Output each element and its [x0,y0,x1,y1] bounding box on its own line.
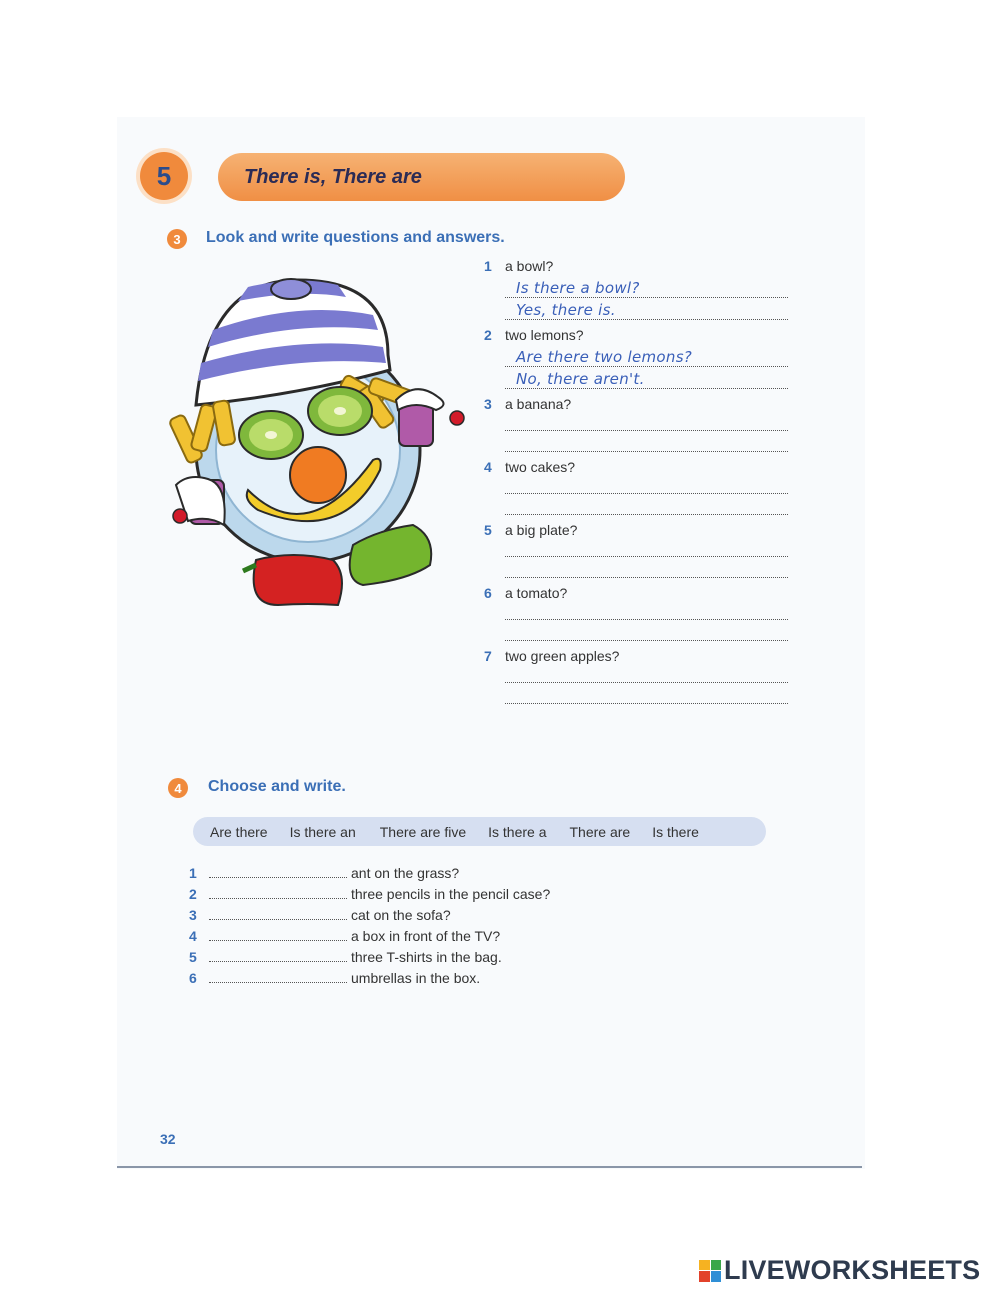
exercise-3-item: 2 two lemons? Are there two lemons? No, there aren't. [484,327,794,391]
exercise-4-item: 1 ant on the grass? [189,865,460,881]
page-edge-line [117,1166,862,1168]
word-bank-item: Is there [652,823,699,840]
word-bank-item: There are five [379,823,467,840]
kiwi-illustration [239,411,303,459]
answer-line[interactable] [505,664,788,683]
answer-line[interactable] [505,348,788,367]
word-bank [193,817,766,846]
exercise-4-title: Choose and write. [208,778,346,795]
answer-line[interactable] [505,301,788,320]
fill-blank[interactable] [209,907,347,920]
question-answer-text: Is there a bowl? [516,279,640,297]
answer-text: Yes, there is. [516,301,616,319]
cake-illustration [173,477,225,525]
answer-line[interactable] [505,496,788,515]
exercise-3-item: 7 two green apples? [484,648,794,708]
question-answer-text: Are there two lemons? [516,348,693,366]
exercise-3-item: 1 a bowl? Is there a bowl? Yes, there is. [484,258,794,322]
fill-blank[interactable] [209,886,347,899]
fill-blank[interactable] [209,949,347,962]
word-bank-item: Is there a [488,823,547,840]
answer-line[interactable] [505,370,788,389]
fill-blank[interactable] [209,928,347,941]
word-bank-item: There are [569,823,631,840]
word-bank-item: Is there an [289,823,356,840]
exercise-4-item: 4 a box in front of the TV? [189,928,501,944]
cake-illustration [396,389,464,446]
liveworksheets-logo [699,1255,980,1286]
unit-number-badge: 5 [140,152,188,200]
answer-line[interactable] [505,538,788,557]
exercise-4-item: 5 three T-shirts in the bag. [189,949,502,965]
exercise-4-number: 4 [168,778,188,798]
page-number: 32 [160,1131,176,1147]
exercise-3-item: 6 a tomato? [484,585,794,645]
answer-line[interactable] [505,433,788,452]
answer-line[interactable] [505,559,788,578]
exercise-4-item: 3 cat on the sofa? [189,907,451,923]
exercise-3-item: 4 two cakes? [484,459,794,519]
red-pepper-illustration [254,555,342,605]
fill-blank[interactable] [209,865,347,878]
word-bank-item: Are there [210,823,268,840]
answer-text: No, there aren't. [516,370,645,388]
answer-line[interactable] [505,601,788,620]
answer-line[interactable] [505,685,788,704]
kiwi-illustration [308,387,372,435]
exercise-3-title: Look and write questions and answers. [206,229,505,246]
fill-blank[interactable] [209,970,347,983]
unit-title: There is, There are [244,165,422,188]
answer-line[interactable] [505,622,788,641]
exercise-3-item: 3 a banana? [484,396,794,456]
orange-illustration [290,447,346,503]
answer-line[interactable] [505,279,788,298]
plate-face-illustration [168,275,468,615]
exercise-4-item: 6 umbrellas in the box. [189,970,481,986]
answer-line[interactable] [505,475,788,494]
answer-line[interactable] [505,412,788,431]
unit-title-banner [218,153,625,201]
exercise-3-number: 3 [167,229,187,249]
brand-name: LIVEWORKSHEETS [724,1255,981,1285]
liveworksheets-logo-icon [699,1260,721,1282]
exercise-3-item: 5 a big plate? [484,522,794,582]
exercise-4-item: 2 three pencils in the pencil case? [189,886,551,902]
